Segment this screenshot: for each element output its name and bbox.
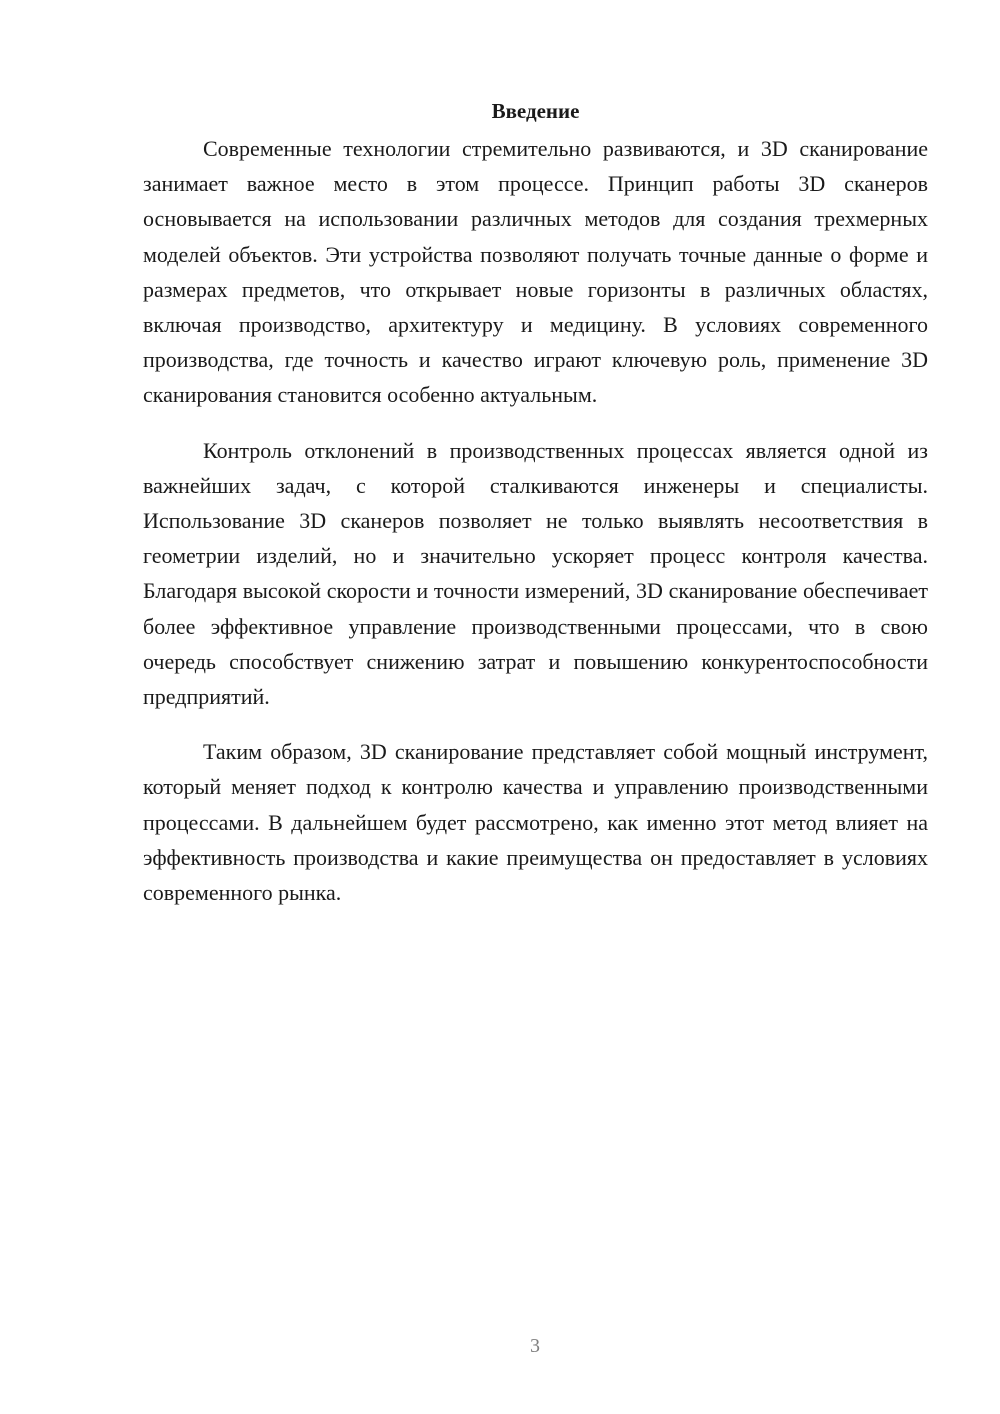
paragraph-2: Контроль отклонений в производственных процессах является одной из важнейших задач, с которой сталкиваются инженеры и специалисты. Использование 3D сканеров позволяет не только выявлять несоответствия в геометрии изделий, но и значительно ускоряет процесс контроля качества. Благодаря высокой скорости и точности измерений, 3D сканирование обеспечивает более эффективное управление производственными процессами, что в свою очередь способствует снижению затрат и повышению конкурентоспособности предприятий. [143, 437, 928, 710]
page-number: 3 [530, 1335, 540, 1357]
paragraph-1: Современные технологии стремительно развиваются, и 3D сканирование занимает важное место в этом процессе. Принцип работы 3D сканеров основывается на использовании различных методов для создания трехмерных моделей объектов. Эти устройства позволяют получать точные данные о форме и размерах предметов, что открывает новые горизонты в различных областях, включая производство, архитектуру и медицину. В условиях современного производства, где точность и качество играют ключевую роль, применение 3D сканирования становится особенно актуальным. [143, 136, 928, 408]
paragraph-3: Таким образом, 3D сканирование представляет собой мощный инструмент, который меняет подход к контролю качества и управлению производственными процессами. В дальнейшем будет рассмотрено, как именно этот метод влияет на эффективность производства и какие преимущества он предоставляет в условиях современного рынка. [143, 739, 928, 906]
section-title: Введение [491, 99, 580, 123]
page-content [143, 96, 928, 930]
